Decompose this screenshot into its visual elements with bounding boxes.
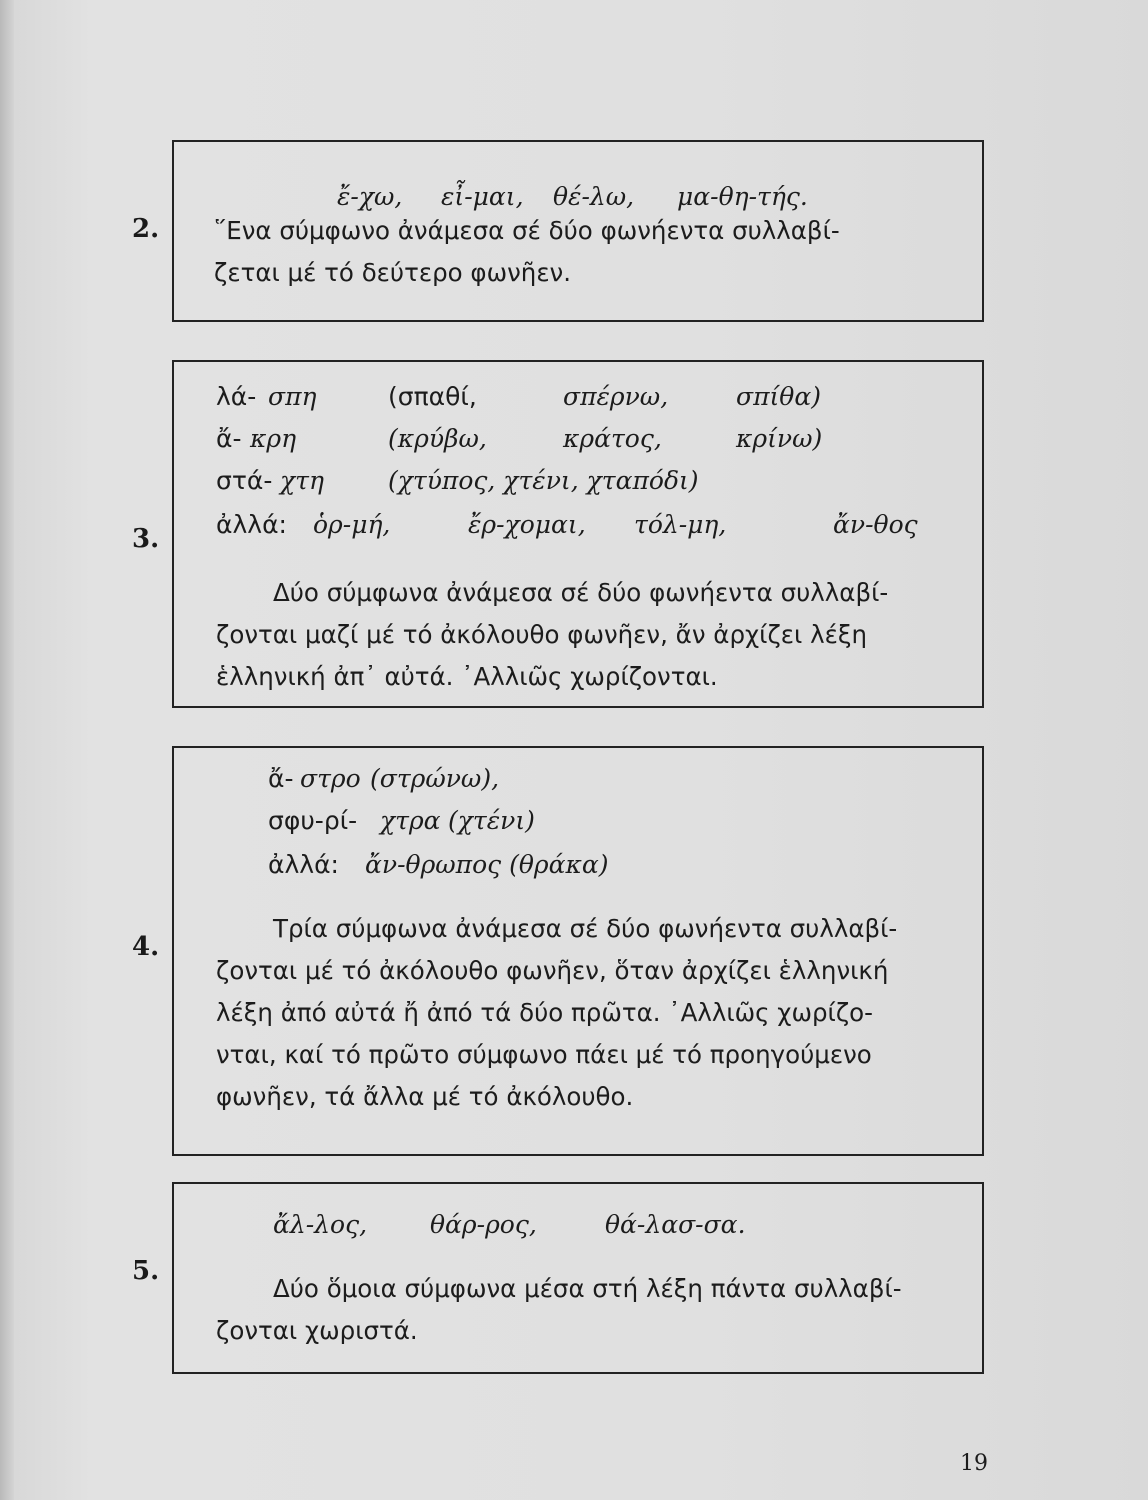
example-word: κράτος, xyxy=(563,424,662,453)
section-number: 2. xyxy=(132,214,160,244)
book-spine-shadow xyxy=(0,0,14,1500)
rule-line: ζονται μαζί μέ τό ἀκόλουθο φωνῆεν, ἄν ἀρχίζει λέξη xyxy=(216,620,868,649)
syllable-prefix: στά- xyxy=(216,466,273,495)
page-number: 19 xyxy=(960,1451,988,1476)
exception-word: ὁρ-μή, xyxy=(313,510,391,539)
syllable-prefix: σφυ-ρί- xyxy=(268,806,358,835)
syllable-prefix: ἄ- xyxy=(268,764,294,793)
exception-word: ἔρ-χομαι, xyxy=(468,510,586,539)
rule-line: ζονται χωριστά. xyxy=(216,1316,418,1345)
example-word: θέ-λω, xyxy=(553,182,635,211)
syllable-prefix: λά- xyxy=(216,382,257,411)
example-word: ἔ-χω, xyxy=(337,182,403,211)
example-word: θά-λασ-σα. xyxy=(605,1210,746,1239)
exception-word: τόλ-μη, xyxy=(634,510,727,539)
example-word: (κρύβω, xyxy=(388,424,487,453)
syllable-cluster: κρη xyxy=(250,424,297,453)
rule-line: ῞Ενα σύμφωνο ἀνάμεσα σέ δύο φωνήεντα συλλαβί- xyxy=(214,216,840,245)
example-word: (στρώνω), xyxy=(370,764,500,793)
rule-line: Δύο σύμφωνα ἀνάμεσα σέ δύο φωνήεντα συλλαβί- xyxy=(273,578,889,607)
example-word: μα-θη-τής. xyxy=(677,182,808,211)
example-word: κρίνω) xyxy=(736,424,823,453)
rule-line: ζεται μέ τό δεύτερο φωνῆεν. xyxy=(214,258,572,287)
rule-line: ζονται μέ τό ἀκόλουθο φωνῆεν, ὅταν ἀρχίζει ἑλληνική xyxy=(216,956,889,985)
section-number: 3. xyxy=(132,524,160,554)
syllable-cluster: χτρα xyxy=(380,806,441,835)
example-word: ἄλ-λος, xyxy=(273,1210,368,1239)
section-number: 5. xyxy=(132,1256,160,1286)
example-word: (χτένι) xyxy=(448,806,535,835)
rule-line: νται, καί τό πρῶτο σύμφωνο πάει μέ τό προηγούμενο xyxy=(216,1040,872,1069)
section-number: 4. xyxy=(132,932,160,962)
example-word: εἶ-μαι, xyxy=(441,182,524,211)
example-word: σπέρνω, xyxy=(563,382,669,411)
example-word: θάρ-ρος, xyxy=(430,1210,537,1239)
exception-label: ἀλλά: xyxy=(216,510,287,539)
rule-line: λέξη ἀπό αὐτά ἤ ἀπό τά δύο πρῶτα. ᾿Αλλιῶς χωρίζο- xyxy=(216,998,873,1027)
rule-line: ἑλληνική ἀπ᾿ αὐτά. ᾿Αλλιῶς χωρίζονται. xyxy=(216,662,718,691)
rule-line: Τρία σύμφωνα ἀνάμεσα σέ δύο φωνήεντα συλλαβί- xyxy=(273,914,898,943)
syllable-prefix: ἄ- xyxy=(216,424,242,453)
exception-label: ἀλλά: xyxy=(268,850,339,879)
exception-word: ἄν-θρωπος (θράκα) xyxy=(365,850,609,879)
syllable-cluster: στρο xyxy=(300,764,361,793)
syllable-cluster: χτη xyxy=(280,466,324,495)
rule-line: φωνῆεν, τά ἄλλα μέ τό ἀκόλουθο. xyxy=(216,1082,634,1111)
example-word: (χτύπος, χτένι, χταπόδι) xyxy=(388,466,699,495)
example-word: σπίθα) xyxy=(736,382,821,411)
syllable-cluster: σπη xyxy=(268,382,317,411)
exception-word: ἄν-θος xyxy=(833,510,918,539)
rule-line: Δύο ὅμοια σύμφωνα μέσα στή λέξη πάντα συλλαβί- xyxy=(273,1274,902,1303)
example-word: (σπαθί, xyxy=(388,382,477,411)
